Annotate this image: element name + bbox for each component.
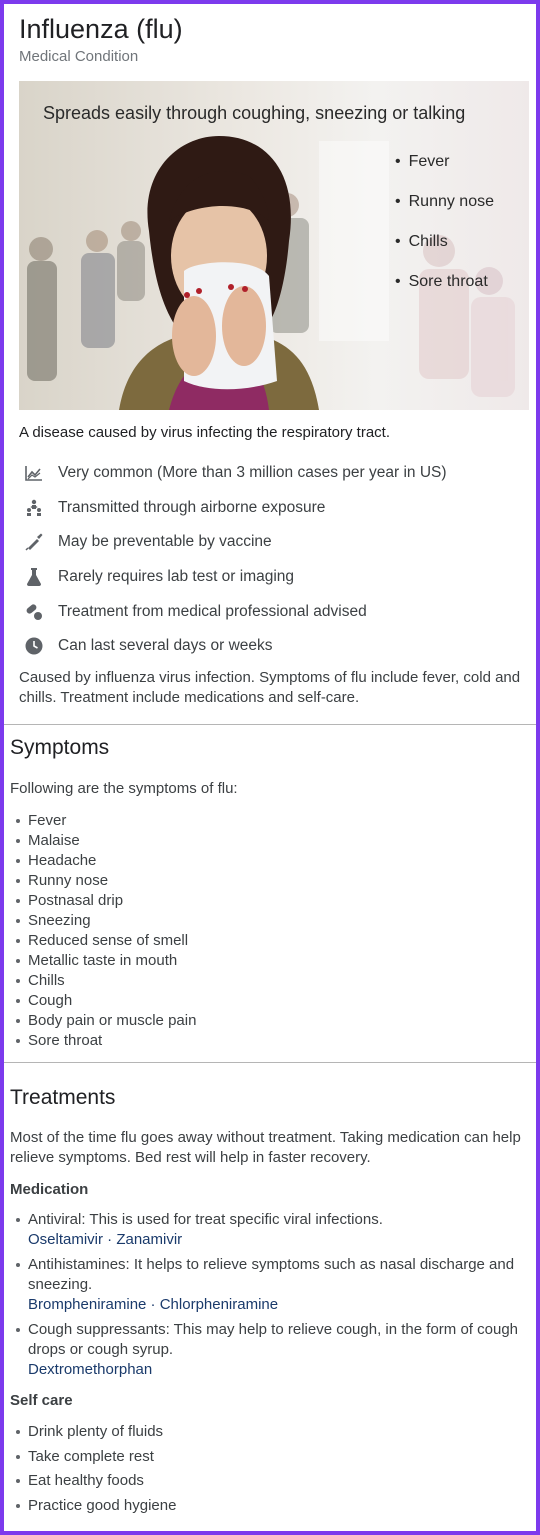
- symptom-item: Runny nose: [10, 871, 528, 891]
- clock-icon: [24, 636, 44, 656]
- fact-text: Treatment from medical professional advised: [58, 602, 367, 620]
- fact-item: [19, 456, 529, 491]
- fact-item: [19, 491, 529, 526]
- symptom-item: Headache: [10, 851, 528, 871]
- hero-symptom-list: [395, 151, 494, 311]
- section-divider: [4, 724, 536, 725]
- fact-text: Very common (More than 3 million cases per year in US): [58, 464, 447, 482]
- selfcare-list: [10, 1422, 528, 1516]
- medication-item: [10, 1320, 528, 1380]
- page-title: Influenza (flu): [19, 14, 183, 44]
- syringe-icon: [24, 532, 44, 552]
- symptom-item: Postnasal drip: [10, 891, 528, 911]
- symptom-item: Sore throat: [10, 1031, 528, 1051]
- selfcare-item: Eat healthy foods: [10, 1471, 528, 1491]
- section-divider: [4, 1062, 536, 1063]
- people-icon: [24, 498, 44, 518]
- symptom-item: Malaise: [10, 831, 528, 851]
- fact-item: [19, 629, 529, 664]
- medication-heading: Medication: [10, 1181, 89, 1198]
- symptom-item: Fever: [10, 811, 528, 831]
- hero-symptom: • Runny nose: [395, 191, 494, 231]
- symptoms-heading: Symptoms: [10, 736, 110, 759]
- medication-item: [10, 1210, 528, 1250]
- symptom-item: Metallic taste in mouth: [10, 951, 528, 971]
- page-subtitle: Medical Condition: [19, 48, 139, 65]
- fact-list: [19, 456, 529, 664]
- condition-summary: Caused by influenza virus infection. Symptoms of flu include fever, cold and chills. Treatment include medications and self-care.: [19, 669, 521, 706]
- treatments-heading: Treatments: [10, 1086, 116, 1109]
- fact-item: [19, 594, 529, 629]
- hero-caption: Spreads easily through coughing, sneezing or talking: [43, 103, 466, 123]
- symptom-item: Chills: [10, 971, 528, 991]
- drug-links[interactable]: Oseltamivir · Zanamivir: [28, 1231, 183, 1248]
- medication-description: Cough suppressants: This may help to relieve cough, in the form of cough drops or cough syrup.: [28, 1321, 518, 1358]
- hero-symptom: • Sore throat: [395, 271, 494, 311]
- treatments-intro: Most of the time flu goes away without treatment. Taking medication can help relieve symptoms. Bed rest will help in faster recovery.: [10, 1129, 521, 1166]
- fact-text: Can last several days or weeks: [58, 637, 273, 655]
- selfcare-item: Drink plenty of fluids: [10, 1422, 528, 1442]
- selfcare-item: Take complete rest: [10, 1447, 528, 1467]
- symptom-item: Reduced sense of smell: [10, 931, 528, 951]
- knowledge-panel: [4, 4, 536, 1531]
- selfcare-item: Practice good hygiene: [10, 1496, 528, 1516]
- symptom-item: Cough: [10, 991, 528, 1011]
- symptoms-list: [10, 811, 528, 1051]
- chart-icon: [24, 463, 44, 483]
- fact-text: May be preventable by vaccine: [58, 533, 272, 551]
- selfcare-heading: Self care: [10, 1392, 73, 1409]
- medication-description: Antihistamines: It helps to relieve symptoms such as nasal discharge and sneezing.: [28, 1256, 515, 1293]
- fact-text: Transmitted through airborne exposure: [58, 498, 326, 516]
- medication-item: [10, 1255, 528, 1315]
- pills-icon: [24, 602, 44, 622]
- fact-item: [19, 525, 529, 560]
- medication-description: Antiviral: This is used for treat specific viral infections.: [28, 1211, 383, 1228]
- medication-list: [10, 1210, 528, 1380]
- fact-text: Rarely requires lab test or imaging: [58, 568, 295, 586]
- flask-icon: [24, 567, 44, 587]
- symptom-item: Body pain or muscle pain: [10, 1011, 528, 1031]
- drug-links[interactable]: Dextromethorphan: [28, 1361, 153, 1378]
- hero-symptom: • Chills: [395, 231, 494, 271]
- symptom-item: Sneezing: [10, 911, 528, 931]
- hero-illustration[interactable]: [19, 81, 529, 410]
- condition-description: A disease caused by virus infecting the respiratory tract.: [19, 424, 391, 441]
- fact-item: [19, 560, 529, 595]
- hero-symptom: • Fever: [395, 151, 494, 191]
- drug-links[interactable]: Brompheniramine · Chlorpheniramine: [28, 1296, 279, 1313]
- symptoms-intro: Following are the symptoms of flu:: [10, 780, 238, 797]
